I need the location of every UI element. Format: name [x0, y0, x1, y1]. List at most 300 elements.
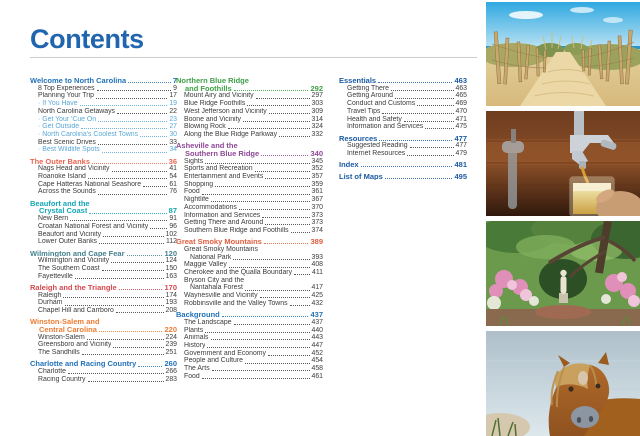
toc-entry-label: Food	[184, 372, 200, 380]
toc-entry-label: Chapel Hill and Carrboro	[38, 307, 114, 315]
dot-leader	[211, 339, 310, 340]
dot-leader	[391, 90, 453, 91]
section-heading-label: Essentials	[339, 77, 377, 85]
entry-page-number: 408	[311, 261, 323, 269]
section-page-number: 463	[454, 76, 467, 85]
dot-leader	[82, 354, 164, 355]
entry-page-number: 454	[311, 357, 323, 365]
dot-leader	[102, 270, 164, 271]
toc-entry	[176, 342, 323, 350]
toc-entry	[30, 146, 177, 154]
title-rule	[30, 57, 477, 58]
toc-entry-label: Southern Blue Ridge and Foothills	[184, 226, 289, 234]
dot-leader	[119, 289, 163, 290]
dot-leader	[407, 155, 453, 156]
section-heading-label: Resources	[339, 134, 378, 143]
toc-entry-label: Maggie Valley	[184, 261, 227, 269]
dot-leader	[207, 347, 309, 348]
toc-entry-label: Best Wildlife Spots	[42, 146, 100, 154]
beer-tap-illustration	[486, 111, 640, 216]
entry-page-number: 437	[311, 318, 323, 326]
section-page-number: 87	[168, 206, 177, 216]
toc-entry	[30, 292, 177, 300]
toc-entry-label: Waynesville and Vicinity	[184, 292, 258, 300]
section-heading-label: Winston-Salem and	[30, 318, 100, 327]
toc-entry-label: The Landscape	[184, 318, 232, 326]
dot-leader	[116, 312, 164, 313]
toc-entry-label: If You Have	[42, 100, 78, 108]
toc-entry-label: Health and Safety	[347, 115, 402, 123]
dot-leader	[279, 136, 309, 137]
toc-entry	[30, 299, 177, 307]
dot-leader	[378, 82, 452, 83]
dot-leader	[425, 128, 453, 129]
dot-leader	[265, 178, 309, 179]
toc-section	[176, 238, 323, 307]
entry-page-number: 19	[169, 100, 177, 108]
entry-page-number: 359	[311, 180, 323, 188]
section-heading-label: Index	[339, 161, 359, 169]
toc-entry-continuation	[176, 284, 323, 292]
section-page-number: 292	[310, 83, 323, 93]
toc-entry-label: Roanoke Island	[38, 173, 86, 181]
dot-leader	[264, 243, 309, 244]
section-page-number: 437	[310, 310, 323, 320]
toc-entry	[176, 108, 323, 116]
section-page-number: 120	[164, 248, 177, 258]
section-heading-label: Asheville and the	[176, 142, 238, 150]
section-page-number: 481	[454, 160, 467, 170]
pony-illustration	[486, 331, 640, 436]
toc-entry-label: Cherokee and the Qualla Boundary	[184, 269, 293, 277]
toc-entry	[30, 165, 177, 173]
dot-leader	[410, 147, 454, 148]
toc-section	[176, 142, 323, 234]
toc-entry	[30, 238, 177, 246]
toc-section	[176, 311, 323, 380]
entry-page-number: 251	[165, 349, 177, 357]
toc-entry-label: Durham	[38, 299, 63, 307]
toc-section	[30, 318, 177, 357]
entry-page-number: 17	[169, 92, 177, 100]
bullet-icon: ·	[38, 130, 41, 138]
toc-entry-label: Shopping	[184, 180, 214, 188]
dot-leader	[211, 201, 310, 202]
toc-entry	[30, 368, 177, 376]
dot-leader	[417, 105, 453, 106]
dot-leader	[262, 217, 309, 218]
toc-entry-label: Boone and Vicinity	[184, 115, 241, 123]
entry-page-number: 417	[311, 284, 323, 292]
toc-entry	[176, 292, 323, 300]
toc-entry-label: Blowing Rock	[184, 123, 226, 131]
toc-entry-label: The Southern Coast	[38, 264, 100, 272]
toc-entry-label: Blue Ridge Foothills	[184, 100, 246, 108]
entry-page-number: 477	[455, 142, 467, 150]
entry-page-number: 352	[311, 165, 323, 173]
toc-entry	[176, 188, 323, 196]
photo-garden-statue	[486, 221, 640, 326]
section-heading	[30, 326, 177, 334]
dot-leader	[143, 186, 167, 187]
dot-leader	[113, 347, 163, 348]
dot-leader	[102, 152, 168, 153]
toc-entry	[176, 173, 323, 181]
section-heading-label: Crystal Coast	[39, 207, 88, 216]
toc-entry	[176, 131, 323, 139]
dot-leader	[205, 163, 309, 164]
dot-leader	[245, 290, 310, 291]
toc-entry	[176, 212, 323, 220]
entry-page-number: 324	[311, 123, 323, 131]
dot-leader	[245, 363, 310, 364]
entry-page-number: 314	[311, 115, 323, 123]
entry-page-number: 266	[165, 368, 177, 376]
section-heading-label: Beaufort and the	[30, 199, 90, 208]
section-heading	[176, 311, 323, 319]
toc-entry	[176, 123, 323, 131]
dot-leader	[269, 113, 310, 114]
dot-leader	[92, 163, 167, 164]
photo-wild-pony	[486, 331, 640, 436]
entry-page-number: 370	[311, 203, 323, 211]
entry-page-number: 96	[169, 222, 177, 230]
toc-entry-label: Government and Economy	[184, 349, 266, 357]
toc-entry-label: The Sandhills	[38, 349, 80, 357]
section-heading	[30, 207, 177, 215]
entry-page-number: 373	[311, 219, 323, 227]
toc-entry	[339, 123, 467, 131]
entry-page-number: 303	[311, 100, 323, 108]
section-heading	[176, 150, 323, 158]
toc-entry	[30, 85, 177, 93]
dot-leader	[291, 232, 310, 233]
entry-page-number: 432	[311, 299, 323, 307]
entry-page-number: 475	[455, 123, 467, 131]
section-heading-label: Northern Blue Ridge	[176, 77, 249, 85]
toc-column-1	[30, 77, 177, 387]
toc-entry-label: Suggested Reading	[347, 142, 408, 150]
dot-leader	[222, 316, 309, 317]
section-page-number: 340	[310, 148, 323, 158]
bullet-icon: ·	[38, 146, 41, 154]
dot-leader	[268, 355, 310, 356]
dot-leader	[256, 98, 310, 99]
entry-page-number: 297	[311, 92, 323, 100]
dot-leader	[233, 259, 309, 260]
toc-entry-label: Conduct and Customs	[347, 100, 416, 108]
page-title: Contents	[30, 24, 144, 54]
toc-entry-label: The Arts	[184, 365, 210, 373]
toc-entry	[176, 319, 323, 327]
dot-leader	[98, 194, 167, 195]
toc-entry	[176, 334, 323, 342]
section-heading	[30, 158, 177, 166]
toc-entry	[30, 376, 177, 384]
dot-leader	[265, 224, 309, 225]
photo-beer-tap-pour	[486, 111, 640, 216]
toc-entry-label: Plants	[184, 326, 204, 334]
dot-leader	[229, 267, 310, 268]
toc-entry	[176, 165, 323, 173]
dot-leader	[385, 178, 453, 179]
dot-leader	[96, 98, 167, 99]
entry-page-number: 174	[165, 291, 177, 299]
bullet-icon: ·	[38, 123, 41, 131]
section-heading	[176, 85, 323, 93]
section-page-number: 477	[454, 133, 467, 143]
section-heading	[176, 77, 323, 85]
bullet-icon: ·	[38, 100, 41, 108]
entry-page-number: 193	[165, 299, 177, 307]
entry-page-number: 373	[311, 211, 323, 219]
toc-entry	[176, 196, 323, 204]
entry-page-number: 463	[455, 84, 467, 92]
toc-column-3	[339, 77, 467, 184]
toc-section	[30, 250, 177, 281]
section-heading	[30, 77, 177, 85]
toc-entry-label: Animals	[184, 334, 209, 342]
entry-page-number: 443	[311, 334, 323, 342]
dot-leader	[75, 278, 164, 279]
toc-section	[339, 77, 467, 131]
toc-entry	[30, 223, 177, 231]
dot-leader	[89, 213, 166, 214]
entry-page-number: 393	[311, 253, 323, 261]
dot-leader	[99, 331, 163, 332]
dot-leader	[112, 171, 168, 172]
section-page-number: 495	[454, 171, 467, 181]
entry-page-number: 367	[311, 196, 323, 204]
toc-entry-label: Wilmington and Vicinity	[38, 257, 110, 265]
toc-entry	[30, 215, 177, 223]
dot-leader	[65, 305, 164, 306]
toc-section	[339, 161, 467, 169]
section-page-number: 7	[172, 76, 177, 85]
bullet-icon: ·	[38, 115, 41, 123]
toc-entry-label: Racing Country	[38, 375, 86, 383]
entry-page-number: 27	[169, 123, 177, 131]
toc-entry	[30, 307, 177, 315]
toc-entry-label: Bryson City and the	[184, 276, 245, 284]
toc-entry-label: Nightlife	[184, 196, 209, 204]
entry-page-number: 239	[165, 341, 177, 349]
dot-leader	[140, 136, 167, 137]
toc-entry-label: Travel Tips	[347, 107, 381, 115]
toc-entry-label: Best Scenic Drives	[38, 138, 96, 146]
toc-entry-label: Great Smoky Mountains	[184, 245, 258, 253]
dot-leader	[70, 220, 167, 221]
toc-entry-label: Getting There	[347, 84, 390, 92]
toc-entry-label: Greensboro and Vicinity	[38, 341, 112, 349]
dot-leader	[117, 113, 167, 114]
dot-leader	[239, 209, 310, 210]
dot-leader	[202, 378, 310, 379]
entry-page-number: 425	[311, 292, 323, 300]
toc-entry	[176, 227, 323, 235]
toc-section	[30, 360, 177, 383]
toc-entry-label: Lower Outer Banks	[38, 238, 97, 246]
entry-page-number: 470	[455, 107, 467, 115]
entry-page-number: 461	[311, 372, 323, 380]
toc-entry	[30, 341, 177, 349]
toc-entry	[30, 139, 177, 147]
entry-page-number: 471	[455, 115, 467, 123]
toc-entry-label: Mount Airy and Vicinity	[184, 92, 254, 100]
dot-leader	[150, 228, 167, 229]
toc-entry	[30, 231, 177, 239]
toc-entry	[30, 108, 177, 116]
dot-leader	[243, 121, 310, 122]
section-heading-label: and Foothills	[185, 84, 232, 93]
section-heading	[339, 173, 467, 181]
toc-entry	[30, 188, 177, 196]
entry-page-number: 309	[311, 107, 323, 115]
entry-page-number: 9	[173, 84, 177, 92]
dot-leader	[294, 274, 310, 275]
dot-leader	[395, 98, 454, 99]
dot-leader	[215, 186, 309, 187]
toc-entry	[339, 92, 467, 100]
section-heading-label: List of Maps	[339, 172, 383, 181]
toc-entry-label: Winston-Salem	[38, 333, 85, 341]
toc-entry-label: Charlotte	[38, 368, 66, 376]
toc-section	[30, 158, 177, 197]
toc-entry	[176, 181, 323, 189]
dot-leader	[138, 366, 162, 367]
toc-entry-label: Along the Blue Ridge Parkway	[184, 130, 278, 138]
toc-entry-label: Planning Your Trip	[38, 92, 94, 100]
dot-leader	[87, 339, 164, 340]
entry-page-number: 345	[311, 157, 323, 165]
toc-section	[30, 77, 177, 154]
toc-entry-label: Accommodations	[184, 203, 237, 211]
toc-entry-label: Across the Sounds	[38, 188, 96, 196]
toc-entry	[176, 277, 323, 285]
toc-section	[30, 200, 177, 246]
section-page-number: 220	[164, 325, 177, 335]
dot-leader	[261, 155, 308, 156]
entry-page-number: 41	[169, 165, 177, 173]
section-heading-label: Great Smoky Mountains	[176, 238, 262, 246]
entry-page-number: 91	[169, 215, 177, 223]
toc-entry-label: Nags Head and Vicinity	[38, 165, 110, 173]
section-heading	[30, 318, 177, 326]
section-heading	[30, 250, 177, 258]
dot-leader	[202, 194, 310, 195]
dot-leader	[68, 373, 164, 374]
toc-entry	[176, 269, 323, 277]
toc-entry-label: North Carolina Getaways	[38, 107, 115, 115]
dot-leader	[234, 90, 309, 91]
toc-entry	[176, 204, 323, 212]
toc-section	[30, 284, 177, 315]
toc-entry-label: Fayetteville	[38, 272, 73, 280]
toc-entry-label: Get Your 'Cue On	[42, 115, 97, 123]
toc-entry	[30, 131, 177, 139]
toc-section	[339, 135, 467, 158]
entry-page-number: 102	[165, 230, 177, 238]
section-heading	[339, 77, 467, 85]
toc-entry	[176, 350, 323, 358]
toc-entry	[176, 327, 323, 335]
toc-entry	[176, 219, 323, 227]
dot-leader	[255, 171, 310, 172]
toc-entry	[30, 334, 177, 342]
toc-entry	[176, 92, 323, 100]
entry-page-number: 440	[311, 326, 323, 334]
entry-page-number: 479	[455, 149, 467, 157]
toc-entry	[176, 246, 323, 254]
toc-entry	[176, 261, 323, 269]
toc-entry	[30, 116, 177, 124]
toc-entry-label: Nantahala Forest	[190, 284, 243, 292]
toc-entry-label: Information and Services	[184, 211, 261, 219]
dot-leader	[80, 105, 168, 106]
entry-page-number: 23	[169, 115, 177, 123]
section-heading	[339, 161, 467, 169]
toc-entry	[30, 173, 177, 181]
section-page-number: 36	[168, 156, 177, 166]
toc-entry	[339, 100, 467, 108]
dot-leader	[111, 262, 163, 263]
entry-page-number: 30	[169, 130, 177, 138]
toc-entry-label: West Jefferson and Vicinity	[184, 107, 267, 115]
entry-page-number: 458	[311, 365, 323, 373]
entry-page-number: 224	[165, 333, 177, 341]
entry-page-number: 332	[311, 130, 323, 138]
toc-entry-label: Get Outside	[42, 123, 80, 131]
entry-page-number: 465	[455, 92, 467, 100]
dot-leader	[98, 144, 168, 145]
entry-page-number: 124	[165, 257, 177, 265]
toc-entry-label: North Carolina's Coolest Towns	[42, 130, 139, 138]
entry-page-number: 112	[166, 238, 177, 246]
entry-page-number: 357	[311, 173, 323, 181]
toc-entry	[176, 357, 323, 365]
toc-entry-label: Information and Services	[347, 123, 424, 131]
section-heading-label: Raleigh and the Triangle	[30, 283, 117, 292]
dot-leader	[63, 297, 163, 298]
toc-entry-continuation	[176, 254, 323, 262]
toc-entry-label: National Park	[190, 253, 232, 261]
section-heading-label: Welcome to North Carolina	[30, 77, 127, 85]
entry-page-number: 54	[169, 173, 177, 181]
section-heading-label: Background	[176, 311, 220, 319]
beach-dune-illustration	[486, 2, 640, 106]
toc-entry-label: Cape Hatteras National Seashore	[38, 180, 142, 188]
dot-leader	[205, 332, 309, 333]
toc-entry	[30, 181, 177, 189]
toc-entry-label: Sights	[184, 157, 204, 165]
dot-leader	[290, 305, 310, 306]
dot-leader	[99, 243, 164, 244]
toc-entry-label: Internet Resources	[347, 149, 406, 157]
entry-page-number: 22	[169, 107, 177, 115]
toc-entry	[339, 150, 467, 158]
entry-page-number: 61	[169, 180, 177, 188]
toc-entry	[176, 373, 323, 381]
toc-entry-label: Entertainment and Events	[184, 173, 264, 181]
section-page-number: 389	[310, 237, 323, 247]
toc-entry-label: Getting There and Around	[184, 219, 264, 227]
section-heading	[30, 200, 177, 208]
toc-entry	[30, 265, 177, 273]
toc-entry-label: History	[184, 341, 206, 349]
dot-leader	[379, 140, 452, 141]
toc-section	[339, 173, 467, 181]
toc-entry	[30, 273, 177, 281]
